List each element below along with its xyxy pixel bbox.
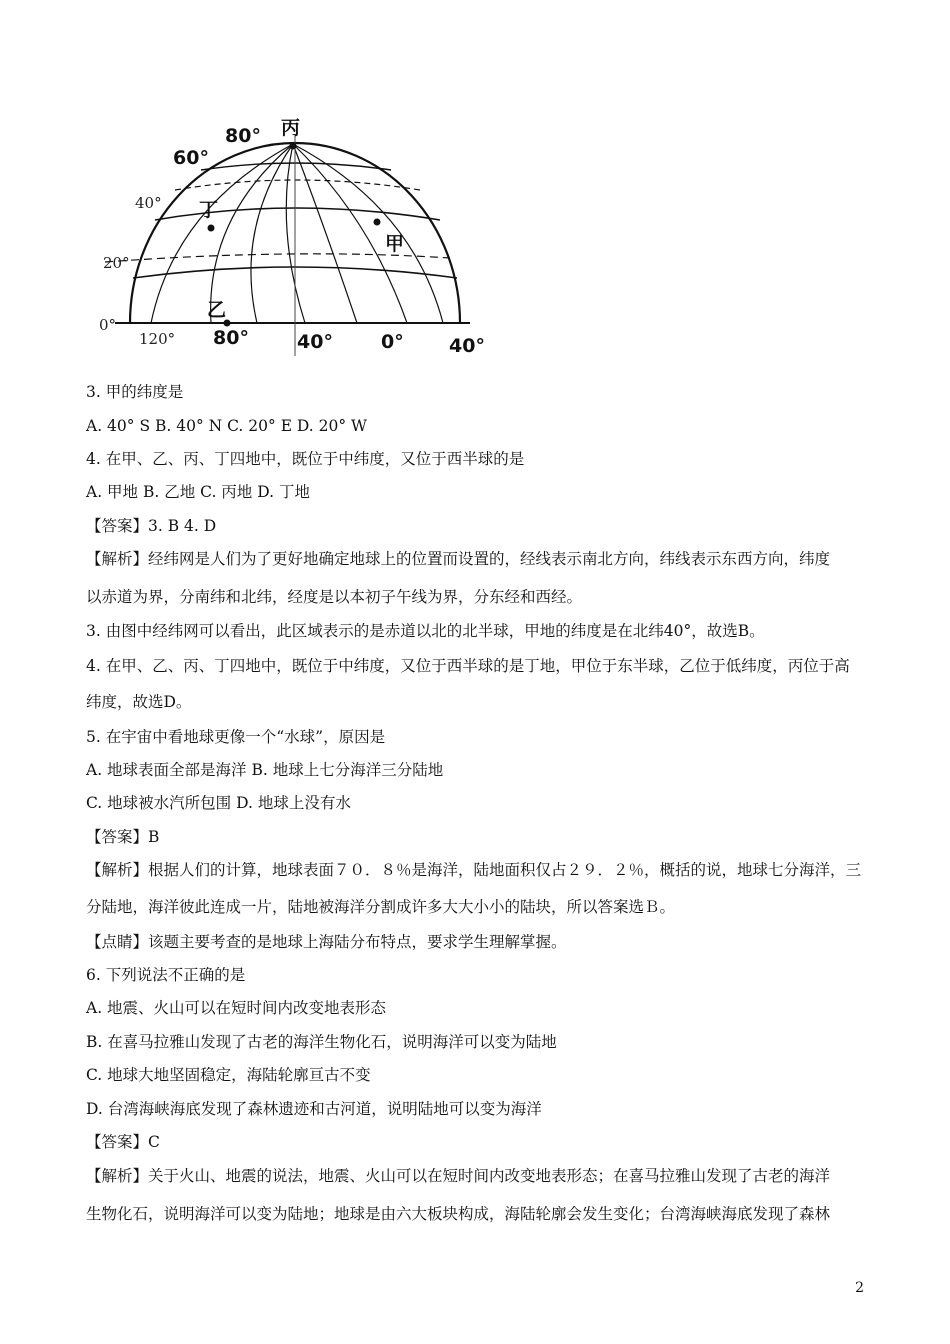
- question-4-options: A. 甲地 B. 乙地 C. 丙地 D. 丁地: [86, 483, 310, 501]
- label-jia: 甲: [385, 233, 405, 255]
- question-6-option-d: D. 台湾海峡海底发现了森林遗迹和古河道，说明陆地可以变为海洋: [86, 1100, 542, 1118]
- question-3: 3. 甲的纬度是: [86, 383, 184, 401]
- question-6: 6. 下列说法不正确的是: [86, 966, 246, 984]
- label-bing: 丙: [281, 117, 301, 139]
- question-5-options-cd: C. 地球被水汽所包围 D. 地球上没有水: [86, 794, 351, 812]
- answer-6: 【答案】C: [86, 1133, 160, 1151]
- lon-label-40e: 40°: [449, 335, 485, 357]
- comment-5: 【点睛】该题主要考查的是地球上海陆分布特点，要求学生理解掌握。: [86, 933, 567, 951]
- lon-label-0: 0°: [381, 331, 404, 353]
- graticule-figure: [95, 108, 495, 360]
- analysis-3-4-line-2: 以赤道为界，分南纬和北纬，经度是以本初子午线为界，分东经和西经。: [86, 588, 583, 606]
- label-yi: 乙: [207, 299, 227, 321]
- analysis-3: 3. 由图中经纬网可以看出，此区域表示的是赤道以北的北半球，甲地的纬度是在北纬40°，故选B。: [86, 622, 765, 640]
- label-ding: 丁: [199, 199, 219, 221]
- analysis-5-line-1: 【解析】根据人们的计算，地球表面７０．８％是海洋，陆地面积仅占２９．２％，概括的说，地球七分海洋，三: [86, 861, 862, 879]
- page-number: 2: [855, 1280, 864, 1296]
- question-3-options: A. 40° S B. 40° N C. 20° E D. 20° W: [86, 417, 367, 435]
- lon-label-40w: 40°: [297, 331, 333, 353]
- point-ding: [208, 225, 215, 232]
- answer-5: 【答案】B: [86, 828, 160, 846]
- question-6-option-c: C. 地球大地坚固稳定，海陆轮廓亘古不变: [86, 1066, 371, 1084]
- point-jia: [374, 219, 381, 226]
- answer-3-4: 【答案】3. B 4. D: [86, 517, 217, 535]
- analysis-5-line-2: 分陆地，海洋彼此连成一片，陆地被海洋分割成许多大大小小的陆块，所以答案选Ｂ。: [86, 898, 676, 916]
- analysis-4-line-2: 纬度，故选D。: [86, 693, 192, 711]
- point-bing: [290, 143, 297, 150]
- analysis-6-line-2: 生物化石，说明海洋可以变为陆地；地球是由六大板块构成，海陆轮廓会发生变化；台湾海峡海底发现了森林: [86, 1205, 831, 1223]
- lon-label-80: 80°: [213, 327, 249, 349]
- question-6-option-a: A. 地震、火山可以在短时间内改变地表形态: [86, 999, 387, 1017]
- lon-label-120: 120°: [139, 330, 176, 348]
- question-6-option-b: B. 在喜马拉雅山发现了古老的海洋生物化石，说明海洋可以变为陆地: [86, 1033, 557, 1051]
- lat-label-60: 60°: [173, 147, 209, 169]
- lat-label-0: 0°: [99, 316, 117, 334]
- analysis-4-line-1: 4. 在甲、乙、丙、丁四地中，既位于中纬度，又位于西半球的是丁地，甲位于东半球，乙位于低纬度，丙位于高: [86, 657, 850, 675]
- graticule-diagram: [95, 108, 495, 360]
- analysis-6-line-1: 【解析】关于火山、地震的说法，地震、火山可以在短时间内改变地表形态；在喜马拉雅山发现了古老的海洋: [86, 1167, 831, 1185]
- question-5: 5. 在宇宙中看地球更像一个“水球”，原因是: [86, 728, 386, 746]
- lat-label-80: 80°: [225, 125, 261, 147]
- question-4: 4. 在甲、乙、丙、丁四地中，既位于中纬度，又位于西半球的是: [86, 450, 525, 468]
- analysis-3-4-line-1: 【解析】经纬网是人们为了更好地确定地球上的位置而设置的，经线表示南北方向，纬线表示东西方向，纬度: [86, 550, 831, 568]
- lat-label-40: 40°: [135, 194, 162, 212]
- question-5-options-ab: A. 地球表面全部是海洋 B. 地球上七分海洋三分陆地: [86, 761, 444, 779]
- lat-label-20: 20°: [103, 254, 130, 272]
